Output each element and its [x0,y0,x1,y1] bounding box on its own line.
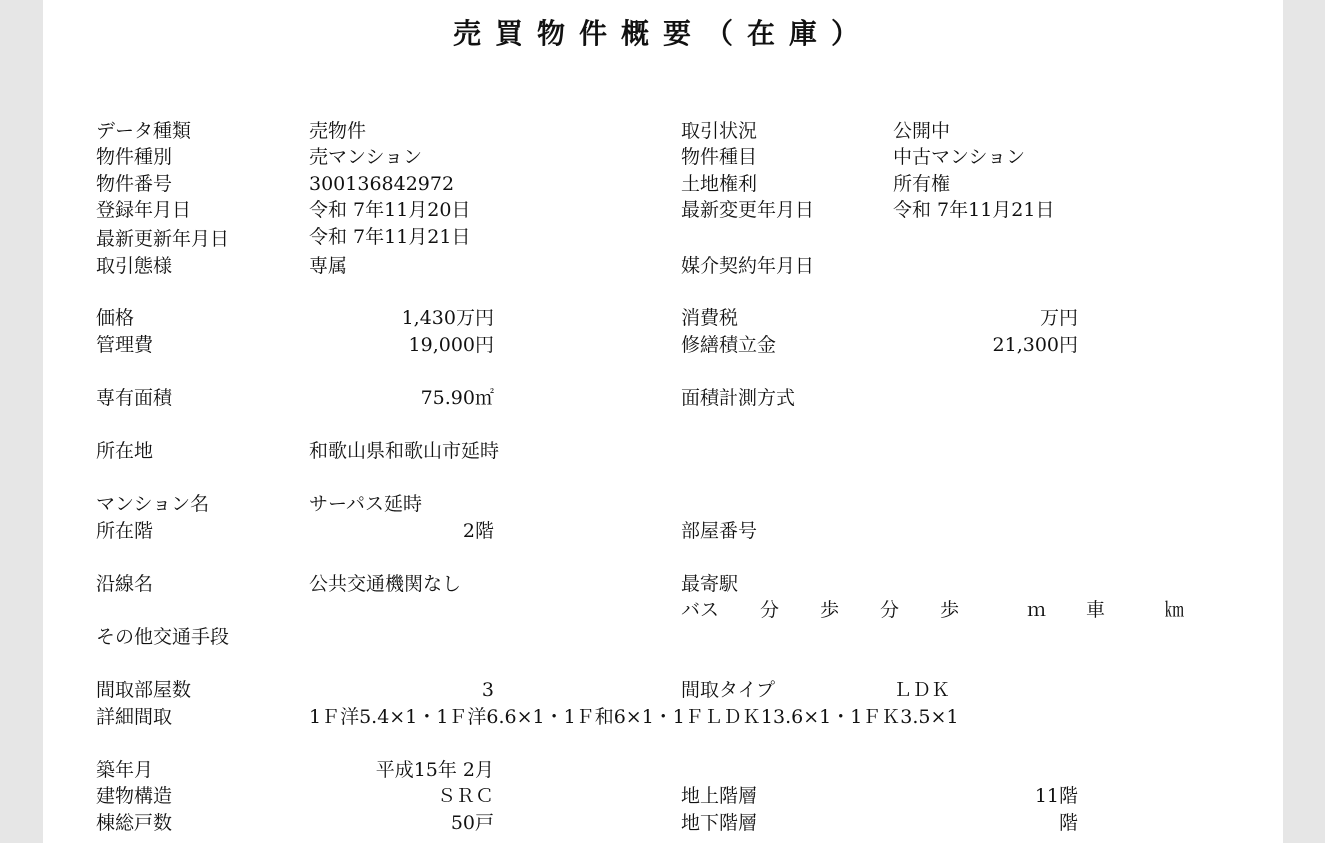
transport-min-2: 分 [880,599,900,621]
value-consumption-tax: 万円 [1039,307,1078,329]
label-location: 所在地 [96,440,154,462]
label-property-no: 物件番号 [96,173,173,195]
label-trade-style: 取引態様 [96,255,173,277]
label-mansion-name: マンション名 [96,493,210,515]
value-repair-reserve: 21,300円 [992,334,1078,356]
value-rooms-count: 3 [481,679,494,701]
label-rooms-count: 間取部屋数 [96,679,192,701]
transport-car: 車 [1086,599,1106,621]
value-above-floors: 11階 [1034,785,1078,807]
value-line-name: 公共交通機関なし [309,573,462,595]
value-land-right: 所有権 [893,173,951,195]
transport-m: ｍ [1027,599,1047,621]
label-room-no: 部屋番号 [681,520,758,542]
label-below-floors: 地下階層 [681,812,758,834]
value-layout-type: ＬＤＫ [893,679,951,701]
value-floor: 2階 [462,520,494,542]
document-sheet [43,0,1283,843]
label-mediation-date: 媒介契約年月日 [681,255,815,277]
label-line-name: 沿線名 [96,573,154,595]
label-registered-date: 登録年月日 [96,199,192,221]
label-data-type: データ種類 [96,120,192,142]
page-title: 売買物件概要（在庫） [452,17,873,50]
label-structure: 建物構造 [96,785,173,807]
value-property-no: 300136842972 [309,173,455,195]
label-layout-type: 間取タイプ [681,679,776,701]
label-last-changed: 最新変更年月日 [681,199,815,221]
label-other-transport: その他交通手段 [96,626,230,648]
label-management-fee: 管理費 [96,334,154,356]
label-exclusive-area: 専有面積 [96,387,173,409]
label-price: 価格 [96,307,135,329]
value-trade-status: 公開中 [893,120,951,142]
label-consumption-tax: 消費税 [681,307,739,329]
label-property-item: 物件種目 [681,146,758,168]
transport-km: ㎞ [1165,599,1185,621]
value-registered-date: 令和 7年11月20日 [309,199,471,221]
value-location: 和歌山県和歌山市延時 [309,440,500,462]
value-management-fee: 19,000円 [408,334,494,356]
value-mansion-name: サーパス延時 [309,493,423,515]
label-property-kind: 物件種別 [96,146,173,168]
label-last-updated: 最新更新年月日 [96,228,230,250]
label-nearest-station: 最寄駅 [681,573,739,595]
label-above-floors: 地上階層 [681,785,758,807]
value-last-updated: 令和 7年11月21日 [309,226,471,248]
label-land-right: 土地権利 [681,173,758,195]
value-price: 1,430万円 [401,307,494,329]
transport-walk-2: 歩 [940,599,960,621]
transport-walk-1: 歩 [820,599,840,621]
label-repair-reserve: 修繕積立金 [681,334,777,356]
value-property-item: 中古マンション [893,146,1026,168]
value-property-kind: 売マンション [309,146,423,168]
label-area-method: 面積計測方式 [681,387,796,409]
label-total-units: 棟総戸数 [96,812,173,834]
value-below-floors: 階 [1058,812,1078,834]
value-structure: ＳＲＣ [436,785,494,807]
value-built: 平成15年 2月 [375,759,494,781]
value-total-units: 50戸 [450,812,494,834]
value-layout-detail: 1Ｆ洋5.4×1・1Ｆ洋6.6×1・1Ｆ和6×1・1ＦＬＤＫ13.6×1・1ＦＫ3.5×1 [309,706,959,728]
label-trade-status: 取引状況 [681,120,758,142]
transport-min-1: 分 [760,599,780,621]
value-exclusive-area: 75.90㎡ [420,387,494,409]
label-floor: 所在階 [96,520,154,542]
value-trade-style: 専属 [309,255,348,277]
label-built: 築年月 [96,759,154,781]
label-layout-detail: 詳細間取 [96,706,173,728]
value-data-type: 売物件 [309,120,367,142]
transport-bus: バス [681,599,720,621]
value-last-changed: 令和 7年11月21日 [893,199,1055,221]
